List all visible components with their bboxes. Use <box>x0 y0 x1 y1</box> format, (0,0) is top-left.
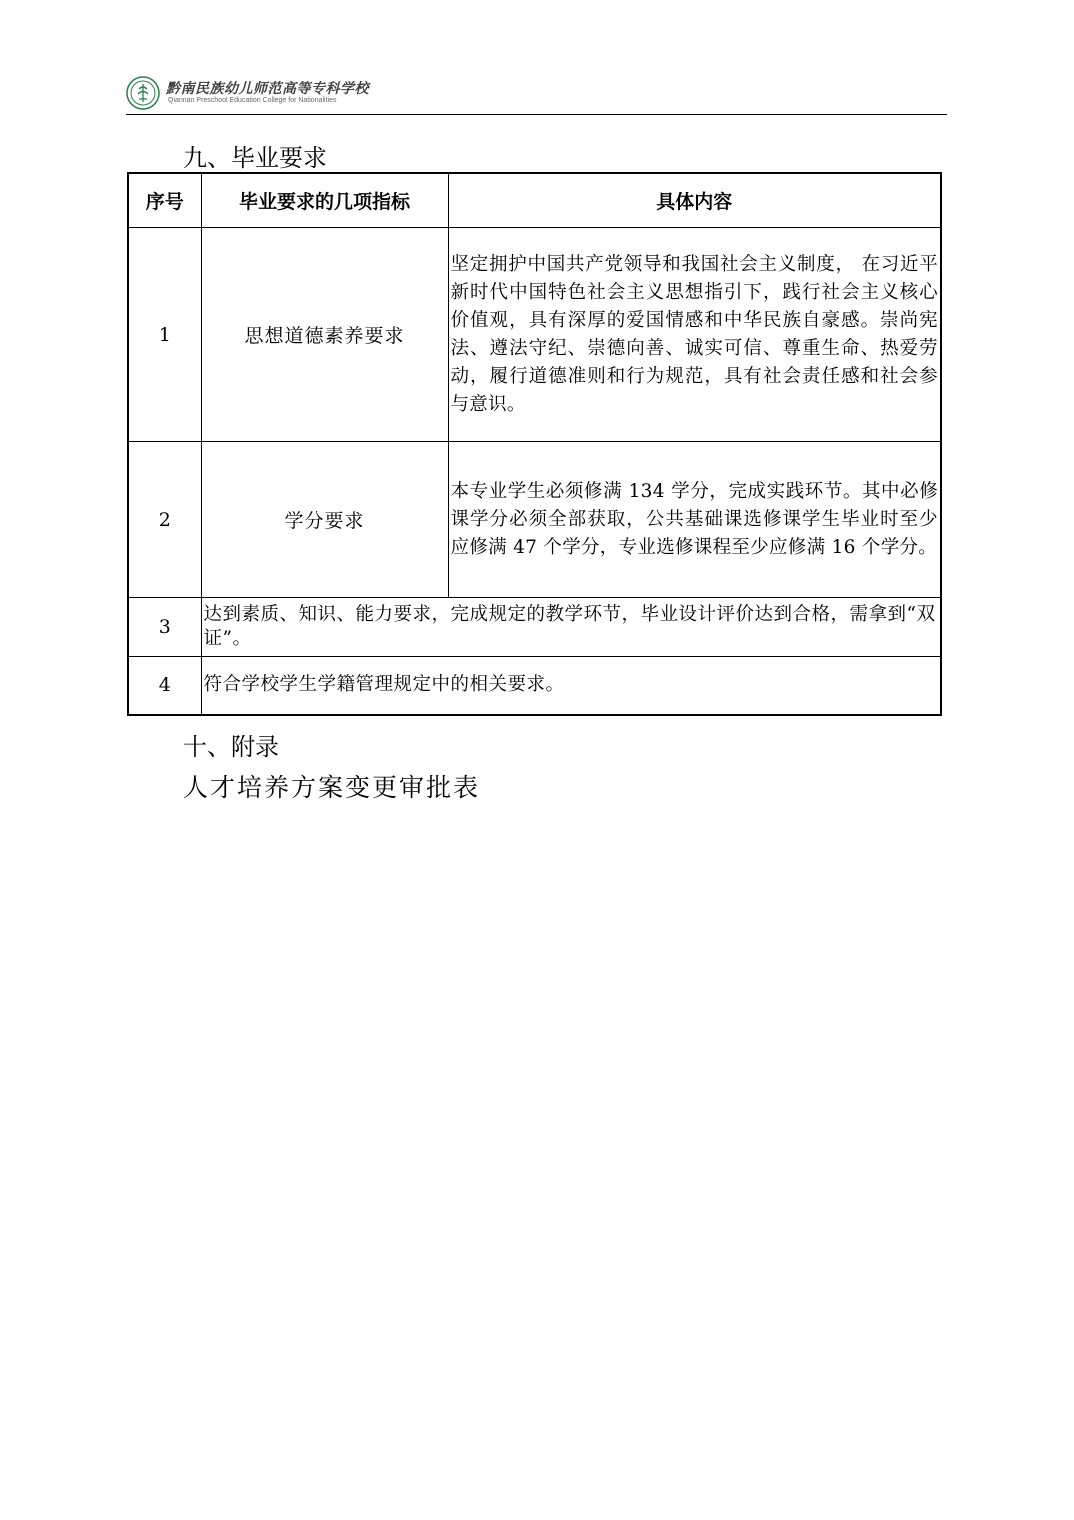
row-content: 达到素质、知识、能力要求，完成规定的教学环节，毕业设计评价达到合格，需拿到“双证”。 <box>201 598 941 657</box>
row-content: 坚定拥护中国共产党领导和我国社会主义制度， 在习近平新时代中国特色社会主义思想指引下，践行社会主义核心价值观，具有深厚的爱国情感和中华民族自豪感。崇尚宪法、遵法守纪、崇德向善、诚实可信、尊重生命、热爱劳动，履行道德准则和行为规范，具有社会责任感和社会参与意识。 <box>448 228 941 442</box>
row-indicator: 思想道德素养要求 <box>201 228 448 442</box>
header-indicator: 毕业要求的几项指标 <box>201 173 448 228</box>
school-name-cn: 黔南民族幼儿师范高等专科学校 <box>166 81 369 97</box>
section-9-title: 九、毕业要求 <box>183 144 327 172</box>
row-number: 3 <box>128 598 201 657</box>
header-number: 序号 <box>128 173 201 228</box>
page-header <box>126 70 947 115</box>
table-row <box>128 598 941 657</box>
row-number: 1 <box>128 228 201 442</box>
header-content: 具体内容 <box>448 173 941 228</box>
row-number: 2 <box>128 442 201 598</box>
school-emblem-icon <box>126 76 160 110</box>
row-number: 4 <box>128 657 201 715</box>
row-content: 符合学校学生学籍管理规定中的相关要求。 <box>201 657 941 715</box>
school-name-en: Qiannan Preschool Education College for Nationalities <box>168 97 337 104</box>
table-row <box>128 228 941 442</box>
table-row <box>128 442 941 598</box>
table-header-row <box>128 173 941 228</box>
appendix-item: 人才培养方案变更审批表 <box>183 773 481 802</box>
row-content: 本专业学生必须修满 134 学分，完成实践环节。其中必修课学分必须全部获取，公共基础课选修课学生毕业时至少应修满 47 个学分，专业选修课程至少应修满 16 个学分。 <box>448 442 941 598</box>
graduation-requirements-table <box>127 172 942 716</box>
table-row <box>128 657 941 715</box>
header-divider <box>126 114 947 115</box>
row-indicator: 学分要求 <box>201 442 448 598</box>
section-10-title: 十、附录 <box>183 733 279 761</box>
